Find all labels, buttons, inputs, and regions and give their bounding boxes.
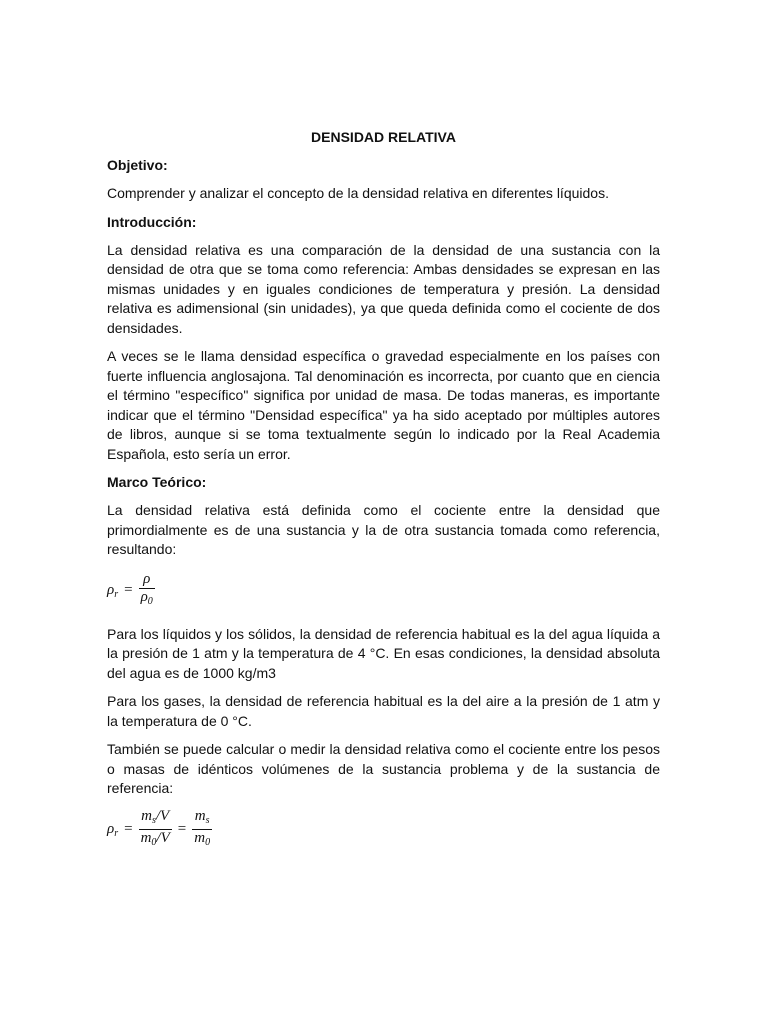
formula2-lhs: $\rho_r$ — [107, 820, 119, 839]
formula2-fraction-2 — [192, 808, 212, 851]
formula2-fraction-2-denominator: $m_0$ — [194, 830, 211, 848]
heading-objetivo: Objetivo: — [107, 157, 168, 173]
document-title: DENSIDAD RELATIVA — [311, 129, 456, 145]
formula2-fraction-1-denominator: $m_0/V$ — [140, 830, 170, 848]
formula2-fraction-1-numerator: $m_s/V$ — [141, 808, 170, 826]
formula2-fraction-1 — [139, 808, 172, 851]
marco-paragraph-2: Para los líquidos y los sólidos, la densidad de referencia habitual es la del agua líquida a la presión de 1 atm y la temperatura de 4 °C. En esas condiciones, la densidad absoluta del agua es de 1000 kg/m3 — [107, 625, 660, 681]
marco-paragraph-1: La densidad relativa está definida como el cociente entre la densidad que primordialmente es de una sustancia y la de otra sustancia tomada como referencia, resultando: — [107, 502, 660, 557]
formula2-fraction-2-numerator: $m_s$ — [194, 808, 210, 826]
heading-introduccion: Introducción: — [107, 213, 197, 230]
formula1-numerator: ρ — [143, 571, 151, 587]
formula2-equals-2: = — [177, 821, 187, 837]
formula1-equals: = — [124, 582, 133, 598]
introduccion-paragraph-1: La densidad relativa es una comparación de la densidad de una sustancia con la densidad de otra que se toma como referencia: Ambas densidades se expresan en las mismas unidades y en iguales condiciones de temperatura y presión. La densidad relativa es adimensional (sin unidades), ya que queda definida como el cociente de dos densidades. — [107, 241, 660, 336]
formula1-lhs: $\rho_r$ — [107, 581, 119, 600]
document-content — [107, 128, 660, 864]
formula2-equals-1: = — [124, 821, 133, 837]
marco-paragraph-4: También se puede calcular o medir la densidad relativa como el cociente entre los pesos o masas de idénticos volúmenes de la sustancia problema y de la sustancia de referencia: — [107, 741, 660, 796]
introduccion-paragraph-2: A veces se le llama densidad específica o gravedad especialmente en los países con fuerte influencia anglosajona. Tal denominación es incorrecta, por cuanto que en ciencia el término "específico" significa por unidad de masa. De todas maneras, es importante indicar que el término "Densidad específica" ya ha sido aceptado por múltiples autores de libros, aunque si se toma textualmente según lo indicado por la Real Academia Española, esto sería un error. — [107, 348, 660, 462]
formula1-denominator: $\rho_0$ — [140, 589, 153, 607]
formula1-fraction — [139, 571, 155, 610]
marco-paragraph-3: Para los gases, la densidad de referencia habitual es la del aire a la presión de 1 atm y la temperatura de 0 °C. — [107, 693, 660, 729]
formula-relative-density — [107, 569, 660, 613]
objetivo-text: Comprender y analizar el concepto de la densidad relativa en diferentes líquidos. — [107, 185, 609, 201]
formula-mass-ratio — [107, 808, 660, 852]
heading-marco-teorico: Marco Teórico: — [107, 474, 207, 490]
